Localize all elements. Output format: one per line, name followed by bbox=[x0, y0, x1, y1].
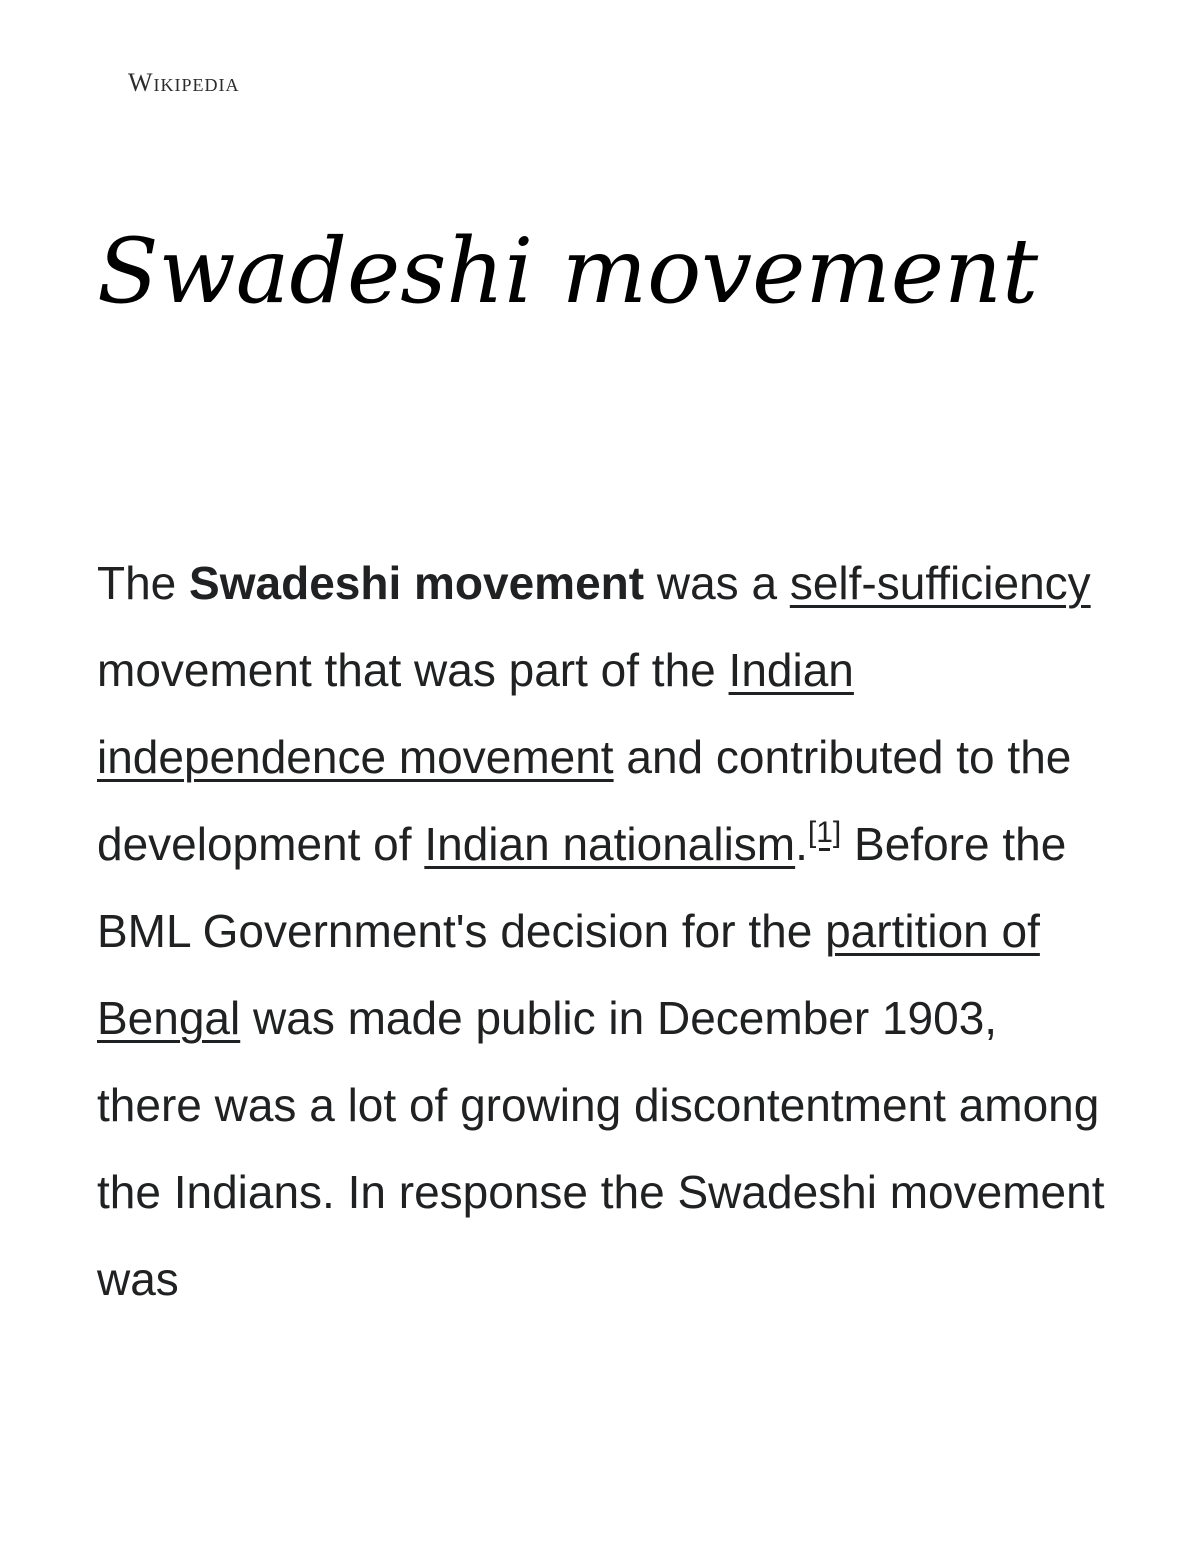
article-body bbox=[97, 540, 1107, 1323]
text-span: was made public in December 1903, there was a lot of growing discontentment among the Indians. In response the Swadeshi movement was bbox=[97, 992, 1105, 1305]
citation-marker bbox=[808, 816, 841, 849]
bold-term: Swadeshi movement bbox=[189, 557, 645, 609]
text-span: movement that was part of the bbox=[97, 644, 729, 696]
link-partition-of-bengal[interactable]: partition of Bengal bbox=[97, 905, 1040, 1044]
link-self-sufficiency[interactable]: self-sufficiency bbox=[789, 557, 1091, 609]
wikipedia-wordmark[interactable]: Wikipedia bbox=[128, 68, 240, 97]
text-span: . bbox=[795, 818, 808, 870]
text-span: was a bbox=[644, 557, 790, 609]
text-span: The bbox=[97, 557, 190, 609]
link-indian-independence-movement[interactable]: Indian independence movement bbox=[97, 644, 854, 783]
page-title: Swadeshi movement bbox=[97, 219, 1039, 324]
lead-paragraph bbox=[97, 540, 1107, 1323]
citation-link-1[interactable]: [1] bbox=[807, 815, 842, 849]
text-span: Before the BML Government's decision for the bbox=[97, 818, 1067, 957]
link-indian-nationalism[interactable]: Indian nationalism bbox=[424, 818, 796, 870]
text-span: and contributed to the development of bbox=[97, 731, 1072, 870]
